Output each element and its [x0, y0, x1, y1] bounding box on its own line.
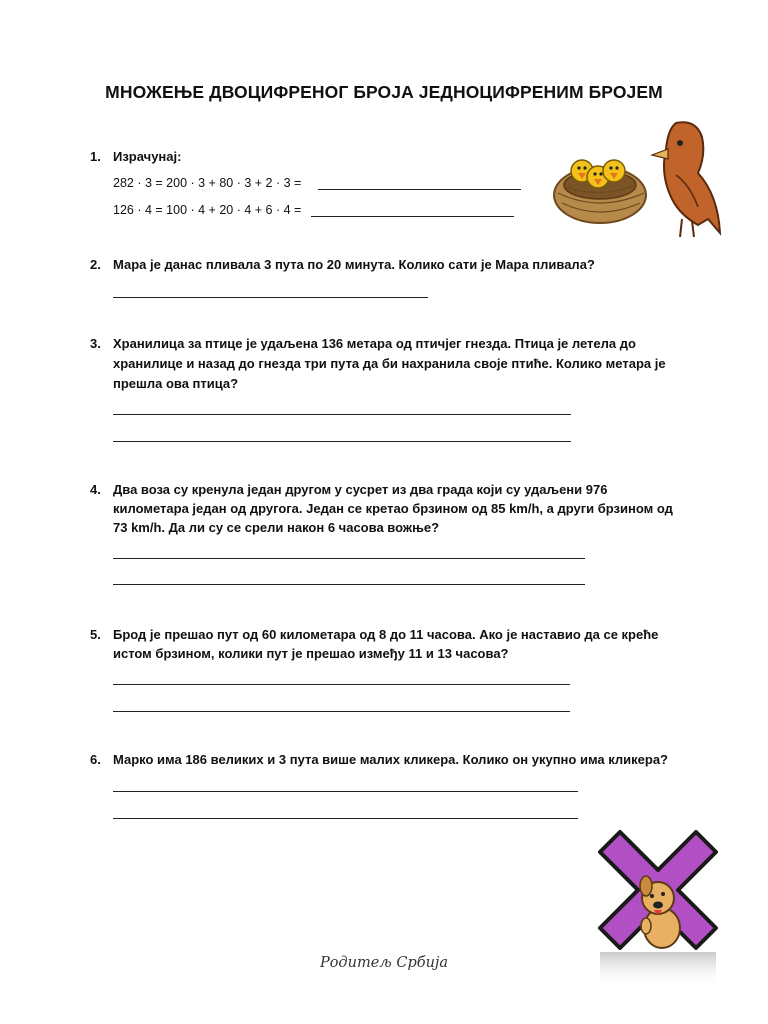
- answer-line-q2[interactable]: [113, 297, 428, 298]
- question-2-number: 2.: [90, 257, 101, 272]
- answer-line-q5-2[interactable]: [113, 711, 570, 712]
- answer-line-q3-2[interactable]: [113, 441, 571, 442]
- answer-line-q6-2[interactable]: [113, 818, 578, 819]
- question-3-number: 3.: [90, 336, 101, 351]
- answer-line-eq1[interactable]: [318, 189, 521, 190]
- question-3-line-3: прешла ова птица?: [113, 376, 239, 391]
- signature: Родитељ Србија: [319, 955, 449, 971]
- question-5-line-1: Брод је прешао пут од 60 километара од 8 до 11 часова. Ако је наставио да се креће: [113, 627, 659, 642]
- question-1-label: Израчунај:: [113, 149, 182, 164]
- answer-line-q6-1[interactable]: [113, 791, 578, 792]
- equation-1: 282 · 3 = 200 · 3 + 80 · 3 + 2 · 3 =: [113, 176, 302, 190]
- answer-line-q5-1[interactable]: [113, 684, 570, 685]
- question-2-text: Мара је данас пливала 3 пута по 20 минута. Колико сати је Мара пливала?: [113, 257, 595, 272]
- worksheet-title: МНОЖЕЊЕ ДВОЦИФРЕНОГ БРОЈА ЈЕДНОЦИФРЕНИМ БРОЈЕМ: [105, 82, 663, 102]
- answer-line-q3-1[interactable]: [113, 414, 571, 415]
- question-3-line-1: Хранилица за птице је удаљена 136 метара од птичјег гнезда. Птица је летела до: [113, 336, 636, 351]
- question-5-number: 5.: [90, 627, 101, 642]
- question-1-number: 1.: [90, 149, 101, 164]
- answer-line-q4-2[interactable]: [113, 584, 585, 585]
- bird-nest-illustration: [548, 115, 726, 240]
- question-4-line-2: километара један од другога. Један се кретао брзином од 85 km/h, а други брзином од: [113, 501, 673, 516]
- answer-line-eq2[interactable]: [311, 216, 514, 217]
- question-3-line-2: хранилице и назад до гнезда три пута да би нахранила своје птиће. Колико метара је: [113, 356, 666, 371]
- question-5-line-2: истом брзином, колики пут је прешао између 11 и 13 часова?: [113, 646, 509, 661]
- equation-2: 126 · 4 = 100 · 4 + 20 · 4 + 6 · 4 =: [113, 203, 302, 217]
- question-6-number: 6.: [90, 752, 101, 767]
- question-6-text: Марко има 186 великих и 3 пута више малих кликера. Колико он укупно има кликера?: [113, 752, 668, 767]
- question-4-line-1: Два воза су кренула један другом у сусрет из два града који су удаљени 976: [113, 482, 608, 497]
- question-4-number: 4.: [90, 482, 101, 497]
- answer-line-q4-1[interactable]: [113, 558, 585, 559]
- question-4-line-3: 73 km/h. Да ли су се срели након 6 часова вожње?: [113, 520, 440, 535]
